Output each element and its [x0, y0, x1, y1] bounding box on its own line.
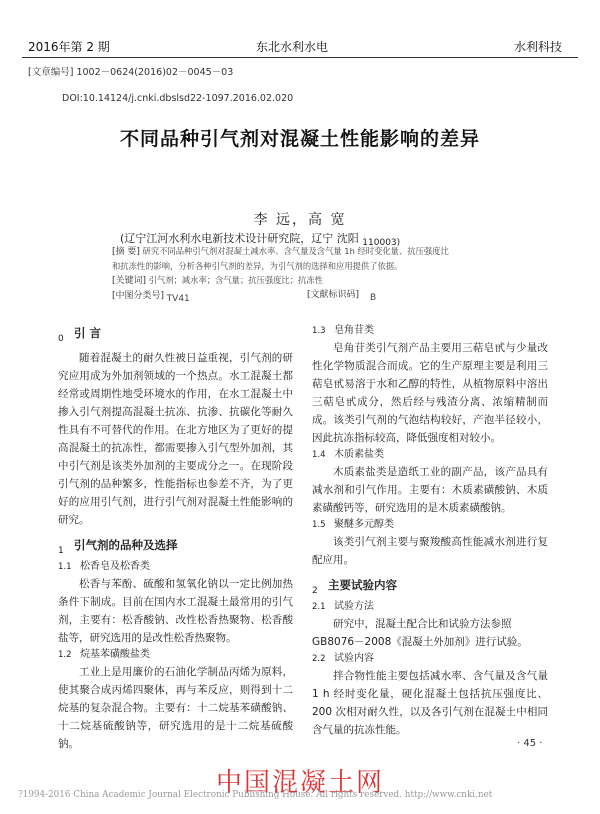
paragraph-1-1: 松香与苯酚、硫酸和氢氧化钠以一定比例加热条件下制成。目前在国内水工混凝土最常用的引气剂，主要有：松香酸钠、改性松香热聚物、松香酸盐等，研究选用的是改性松香热聚物。: [58, 578, 293, 644]
section-2-number: 2: [312, 586, 318, 596]
subsection-1-2-heading: [58, 647, 293, 663]
subsection-1-5-title: 聚醚多元醇类: [334, 519, 394, 530]
page-number: · 45 ·: [517, 738, 543, 749]
paragraph-1-4: 木质素盐类是造纸工业的副产品，该产品具有减水剂和引气作用。主要有：木质素磺酸钠、木质素磺酸钙等，研究选用的是木质素磺酸钠。: [312, 466, 548, 514]
subsection-2-2-number: 2.2: [312, 654, 326, 664]
subsection-1-1-heading: [58, 559, 293, 575]
subsection-1-1-number: 1.1: [58, 562, 72, 572]
subsection-2-2-heading: [312, 651, 548, 667]
subsection-2-1-title: 试验方法: [334, 601, 374, 612]
right-column: [312, 323, 548, 739]
subsection-1-3-title: 皂角苷类: [334, 325, 374, 336]
header-section: 水利科技: [514, 40, 563, 54]
keywords-label: [关键词]: [112, 276, 147, 286]
clc-value: TV41: [166, 294, 190, 304]
subsection-2-2-title: 试验内容: [334, 653, 374, 664]
header-rule: [22, 57, 578, 58]
left-column: [58, 323, 293, 753]
section-1-title: 引气剂的品种及选择: [74, 538, 178, 552]
affiliation-postcode: 110003): [362, 238, 401, 248]
subsection-1-2-number: 1.2: [58, 650, 72, 660]
intro-paragraph: 随着混凝土的耐久性被日益重视，引气剂的研究应用成为外加剂领域的一个热点。水工混凝土都经常或周期性地受环境水的作用，在水工混凝土中掺入引气剂提高混凝土抗冻、抗渗、抗碳化等耐久性具有不可替代的作用。在北方地区为了更好的提高混凝土的抗冻性，都需要掺入引气型外加剂，其中引气剂是该类外加剂的主要成分之一。在现阶段引气剂的品种繁多，性能指标也参差不齐，为了更好的应用引气剂，进行引气剂对混凝土性能影响的研究。: [58, 352, 293, 526]
subsection-1-5-heading: [312, 517, 548, 533]
abstract-line-1: [112, 244, 494, 259]
doi: DOI:10.14124/j.cnki.dbslsd22-1097.2016.02.020: [62, 93, 294, 104]
section-2-title: 主要试验内容: [328, 578, 397, 592]
subsection-2-1-number: 2.1: [312, 602, 326, 612]
subsection-1-4-number: 1.4: [312, 450, 326, 460]
paragraph-2-1a: 研究中，混凝土配合比和试验方法参照: [333, 618, 512, 630]
abstract-text-2: 和抗冻性的影响，分析各种引气剂的差异，为引气剂的选择和应用提供了依据。: [112, 261, 403, 271]
section-0-number: 0: [58, 334, 64, 344]
keywords-value: 引气剂；减水率；含气量；抗压强度比；抗冻性: [148, 275, 323, 285]
section-1-heading: [58, 535, 293, 557]
article-number-label: [文章编号]: [28, 67, 74, 78]
paragraph-1-3: 皂角苷类引气剂产品主要用三萜皂甙与少量改性化学物质混合而成。它的生产原理主要是利用三萜皂甙易溶于水和乙醇的特性，从植物原料中溶出三萜皂甙成分，然后经与残渣分离、浓缩精制而成。该类引气剂的气泡结构较好，产泡半径较小，因此抗冻指标较高，降低强度相对较小。: [312, 342, 548, 444]
paragraph-2-2: 拌合物性能主要包括减水率、含气量及含气量 1 h 经时变化量，硬化混凝土包括抗压强度比、200 次相对耐久性，以及各引气剂在混凝土中相同含气量的抗冻性能。: [312, 670, 548, 736]
subsection-1-3-number: 1.3: [312, 326, 326, 336]
subsection-1-5-number: 1.5: [312, 520, 326, 530]
section-0-heading: [58, 323, 293, 345]
subsection-1-4-title: 木质素盐类: [334, 449, 384, 460]
subsection-1-4-heading: [312, 447, 548, 463]
header-journal: 东北水利水电: [256, 40, 329, 54]
site-watermark: 中国混凝土网: [215, 768, 384, 798]
subsection-1-1-title: 松香皂及松香类: [80, 561, 150, 572]
abstract-block: [112, 244, 494, 302]
subsection-1-3-heading: [312, 323, 548, 339]
subsection-2-1-heading: [312, 599, 548, 615]
header-issue: 2016年第 2 期: [28, 40, 110, 54]
subsection-1-2-title: 烷基苯磺酸盐类: [80, 649, 150, 660]
section-2-heading: [312, 575, 548, 597]
paper-title: 不同品种引气剂对混凝土性能影响的差异: [119, 128, 480, 150]
doc-code-label: [文献标识码]: [307, 290, 360, 300]
section-1-number: 1: [58, 546, 64, 556]
keywords-line: [112, 273, 494, 288]
copyright-notice: ?1994-2016 China Academic Journal Electronic Publishing House. All rights reserved. http://www.cnki.net: [18, 790, 493, 800]
doc-code-value: B: [370, 293, 377, 303]
section-0-title: 引 言: [74, 326, 102, 340]
abstract-label: [摘 要]: [112, 247, 140, 257]
abstract-text-1: 研究不同品种引气剂对混凝土减水率、含气量及含气量 1h 经时变化量、抗压强度比: [142, 246, 449, 256]
paragraph-2-1b: GB8076－2008《混凝土外加剂》进行试验。: [312, 636, 528, 648]
authors: 李 远，高 宽: [253, 212, 347, 228]
article-number-value: 1002－0624(2016)02－0045－03: [76, 67, 234, 78]
clc-label: [中图分类号]: [112, 291, 165, 301]
paragraph-1-5: 该类引气剂主要与聚羧酸高性能减水剂进行复配应用。: [312, 536, 548, 566]
classification-line: [112, 288, 494, 302]
article-number: [28, 64, 233, 78]
paragraph-1-2: 工业上是用廉价的石油化学制品丙烯为原料，使其聚合成丙烯四聚体，再与苯反应，则得到十二烷基的复杂混合物。主要有：十二烷基苯磺酸钠、十二烷基硫酸钠等，研究选用的是十二烷基硫酸钠。: [58, 666, 293, 750]
affiliation-text: (辽宁江河水利水电新技术设计研究院，辽宁 沈阳: [120, 232, 359, 245]
